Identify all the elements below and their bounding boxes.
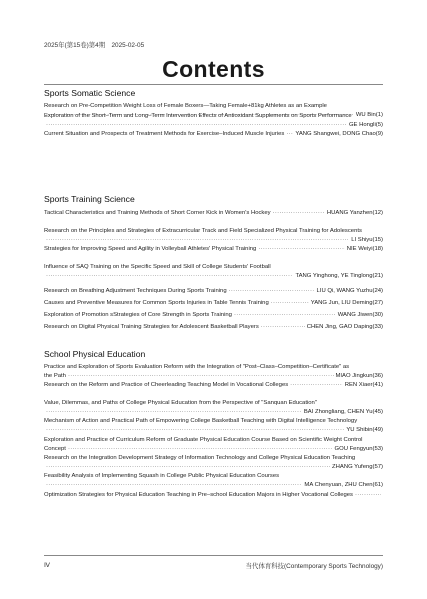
toc-entry-line bbox=[44, 287, 383, 296]
toc-entry-line bbox=[44, 436, 383, 445]
dot-leader bbox=[261, 323, 305, 332]
toc-entry[interactable] bbox=[44, 363, 383, 381]
entry-author-page: WANG Jiwen(30) bbox=[337, 312, 383, 318]
toc-entry-line bbox=[44, 130, 383, 139]
toc-entry-line bbox=[44, 381, 383, 390]
entry-title: Research on the Reform and Practice of Cheerleading Teaching Model in Vocational Colleges bbox=[44, 382, 289, 388]
section-heading: Sports Training Science bbox=[44, 194, 135, 204]
toc-entry-line bbox=[44, 481, 383, 490]
toc-entry-line bbox=[44, 445, 383, 454]
dot-leader bbox=[46, 426, 344, 435]
toc-entry-line bbox=[44, 463, 383, 472]
toc-entry[interactable] bbox=[44, 130, 383, 139]
toc-entry-line bbox=[44, 209, 383, 218]
dot-leader bbox=[273, 209, 325, 218]
entry-title: Influence of SAQ Training on the Specific Speed and Skill of College Students' Football bbox=[44, 264, 271, 270]
dot-leader bbox=[46, 236, 349, 245]
toc-entry-line bbox=[44, 245, 383, 254]
section-heading: Sports Somatic Science bbox=[44, 88, 136, 98]
toc-entry-line bbox=[44, 299, 383, 308]
toc-entry-line bbox=[44, 263, 383, 272]
toc-entry-line bbox=[44, 426, 383, 435]
entry-title: Exploration and Practice of Curriculum Reform of Graduate Physical Education Course Based on Scientific Weight Control bbox=[44, 437, 363, 443]
toc-entry[interactable] bbox=[44, 399, 383, 417]
title-divider bbox=[44, 84, 383, 85]
toc-entry[interactable] bbox=[44, 472, 383, 490]
entry-title: Strategies for Improving Speed and Agility in Volleyball Athletes' Physical Training bbox=[44, 246, 257, 252]
dot-leader bbox=[46, 463, 330, 472]
entry-author-page: BAI Zhongliang, CHEN Yu(45) bbox=[303, 409, 383, 415]
toc-entry-line bbox=[44, 112, 383, 121]
entry-author-page: HUANG Yanzhen(12) bbox=[326, 210, 383, 216]
toc-entry[interactable] bbox=[44, 454, 383, 472]
dot-leader bbox=[46, 481, 302, 490]
toc-entry[interactable] bbox=[44, 436, 383, 454]
toc-entry-line bbox=[44, 417, 383, 426]
toc-entry-line bbox=[44, 272, 383, 281]
footer-divider bbox=[44, 555, 383, 556]
toc-entry-line bbox=[44, 399, 383, 408]
entry-author-page: REN Xiaer(41) bbox=[344, 382, 383, 388]
entry-author-page: YANG Jun, LIU Deming(27) bbox=[310, 300, 383, 306]
toc-entry[interactable] bbox=[44, 491, 383, 500]
toc-entry[interactable] bbox=[44, 417, 383, 435]
dot-leader bbox=[234, 311, 336, 320]
dot-leader bbox=[68, 372, 334, 381]
entry-author-page: YU Shibin(49) bbox=[346, 427, 383, 433]
entry-author-page: WU Bin(1) bbox=[355, 112, 383, 118]
entry-title: Exploration of Promotion sStrategies of Core Strength in Sports Training bbox=[44, 312, 232, 318]
dot-leader bbox=[68, 445, 333, 454]
entry-title: Research on the Integration Development Strategy of Information Technology and College Physical Education Teaching bbox=[44, 455, 356, 461]
toc-entry[interactable] bbox=[44, 311, 383, 320]
issue-header: 2025年(第15卷)第4期 2025-02-05 bbox=[44, 42, 145, 49]
entry-author-page: TANG Yinghong, YE Tinglong(21) bbox=[295, 273, 383, 279]
entry-title: Feasibility Analysis of Implementing Squash in College Public Physical Education Courses bbox=[44, 473, 280, 479]
entry-author-page: NIE Weiyi(18) bbox=[346, 246, 383, 252]
entry-author-page: YANG Shangwei, DONG Chao(9) bbox=[295, 131, 383, 137]
entry-author-page: ZHANG Yufeng(57) bbox=[332, 464, 383, 470]
entry-author-page: GOU Fengyun(53) bbox=[334, 446, 383, 452]
toc-entry-line bbox=[44, 372, 383, 381]
toc-entry-line bbox=[44, 363, 383, 372]
entry-title: Optimization Strategies for Physical Education Teaching in Pre–school Education Majors in Higher Vocational Colleges bbox=[44, 492, 353, 498]
toc-entry-line bbox=[44, 102, 383, 111]
entry-author-page: LIU Qi, WANG Yuzhu(24) bbox=[316, 288, 383, 294]
dot-leader bbox=[46, 272, 293, 281]
dot-leader bbox=[46, 121, 347, 130]
entry-author-page: LI Shiyu(15) bbox=[351, 237, 383, 243]
dot-leader bbox=[229, 287, 315, 296]
entry-title: Concept bbox=[44, 446, 66, 452]
toc-entry-line bbox=[44, 227, 383, 236]
page-title: Contents bbox=[162, 56, 265, 82]
dot-leader bbox=[46, 408, 302, 417]
dot-leader bbox=[258, 245, 344, 254]
entry-title: Exploration of the Short–Term and Long–Term Intervention Effects of Antioxidant Supplements on Sports Performance bbox=[44, 113, 352, 119]
section-heading: School Physical Education bbox=[44, 349, 146, 359]
toc-entry-line bbox=[44, 311, 383, 320]
entry-title: Research on Breathing Adjustment Techniques During Sports Training bbox=[44, 288, 227, 294]
entry-author-page: MA Chenyuan, ZHU Chen(61) bbox=[304, 482, 383, 488]
entry-title: Research on Digital Physical Training Strategies for Adolescent Basketball Players bbox=[44, 324, 259, 330]
toc-entry[interactable] bbox=[44, 227, 383, 245]
toc-entry-line bbox=[44, 408, 383, 417]
toc-entry[interactable] bbox=[44, 245, 383, 254]
entry-title: the Path bbox=[44, 373, 66, 379]
entry-title: Current Situation and Prospects of Treatment Methods for Exercise–Induced Muscle Injuries bbox=[44, 131, 285, 137]
toc-entry[interactable] bbox=[44, 112, 383, 130]
entry-title: Practice and Exploration of Sports Evaluation Reform with the Integration of "Post–Class–Competition–Certificate" as bbox=[44, 364, 350, 370]
toc-entry-line bbox=[44, 323, 383, 332]
toc-entry-line bbox=[44, 121, 383, 130]
toc-entry-line bbox=[44, 236, 383, 245]
toc-entry[interactable] bbox=[44, 299, 383, 308]
toc-entry[interactable] bbox=[44, 287, 383, 296]
entry-title: Research on Pre-Competition Weight Loss of Female Boxers—Taking Female+81kg Athletes as an Example bbox=[44, 103, 327, 109]
toc-entry-line bbox=[44, 491, 383, 500]
entry-title: Tactical Characteristics and Training Methods of Short Corner Kick in Women's Hockey bbox=[44, 210, 271, 216]
dot-leader bbox=[290, 381, 343, 390]
entry-author-page: GE Hongli(5) bbox=[348, 122, 383, 128]
toc-entry-line bbox=[44, 472, 383, 481]
entry-author-page: MIAO Jingkun(36) bbox=[335, 373, 383, 379]
entry-title: Causes and Preventive Measures for Common Sports Injuries in Table Tennis Training bbox=[44, 300, 269, 306]
dot-leader bbox=[271, 299, 309, 308]
toc-entry[interactable] bbox=[44, 209, 383, 218]
journal-name: 当代体育科技(Contemporary Sports Technology) bbox=[245, 563, 383, 570]
entry-author-page: CHEN Jing, GAO Daping(33) bbox=[306, 324, 383, 330]
toc-entry[interactable] bbox=[44, 381, 383, 390]
entry-title: Research on the Principles and Strategies of Extracurricular Track and Field Specialized Physical Training for Adolescents bbox=[44, 228, 362, 234]
toc-entry-line bbox=[44, 454, 383, 463]
toc-entry[interactable] bbox=[44, 263, 383, 281]
toc-entry[interactable] bbox=[44, 323, 383, 332]
entry-title: Mechanism of Action and Practical Path of Empowering College Basketball Teaching with Digital Intelligence Technology bbox=[44, 418, 358, 424]
dot-leader bbox=[355, 491, 381, 500]
page-number: Ⅳ bbox=[44, 562, 50, 569]
entry-title: Value, Dilemmas, and Paths of College Physical Education from the Perspective of "Sanquan Education" bbox=[44, 400, 317, 406]
dot-leader bbox=[286, 130, 293, 139]
